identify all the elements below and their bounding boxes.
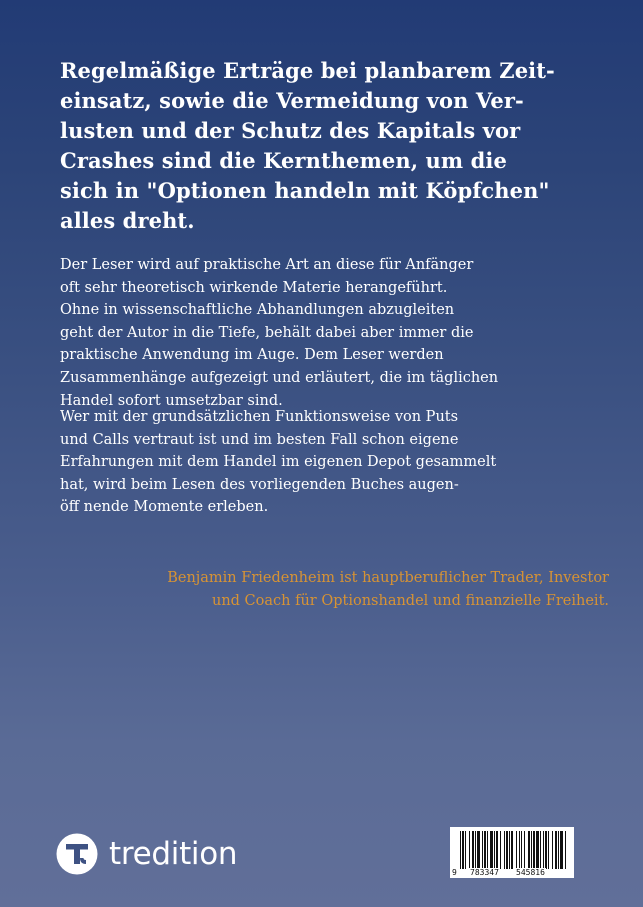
barcode-bar xyxy=(475,831,476,869)
barcode-bar xyxy=(519,831,520,869)
barcode-bar xyxy=(533,831,535,869)
barcode-bar xyxy=(528,831,530,869)
barcode-bar xyxy=(465,831,466,869)
barcode-bar xyxy=(472,831,474,869)
blurb-line: und Calls vertraut ist und im besten Fall schon eigene xyxy=(60,431,459,448)
barcode-bar xyxy=(460,831,461,869)
publisher-logo xyxy=(56,833,237,875)
blurb-line: öff nende Momente erleben. xyxy=(60,499,269,516)
barcode-bar xyxy=(552,831,553,869)
barcode-digit-group: 545816 xyxy=(516,868,545,877)
cover-headline xyxy=(60,56,580,236)
author-note xyxy=(0,567,609,612)
barcode-bar xyxy=(500,831,501,869)
barcode-bar xyxy=(531,831,532,869)
barcode-bar xyxy=(482,831,483,869)
blurb-line: praktische Anwendung im Auge. Dem Leser werden xyxy=(60,347,444,364)
barcode-bar xyxy=(560,831,563,869)
barcode-bar xyxy=(484,831,486,869)
headline-line: Crashes sind die Kernthemen, um die xyxy=(60,148,507,173)
blurb-line: hat, wird beim Lesen des vorliegenden Buches augen- xyxy=(60,476,459,493)
barcode-bar xyxy=(555,831,557,869)
blurb-line: Wer mit der grundsätzlichen Funktionsweise von Puts xyxy=(60,409,459,425)
blurb-line: oft sehr theoretisch wirkende Materie herangeführt. xyxy=(60,279,448,296)
barcode-bar xyxy=(565,831,566,869)
blurb-line: Zusammenhänge aufgezeigt und erläutert, die im täglichen xyxy=(60,369,499,386)
blurb-line: Ohne in wissenschaftliche Abhandlungen abzugleiten xyxy=(60,302,455,319)
publisher-name: tredition xyxy=(109,836,238,872)
barcode-bar xyxy=(524,831,525,869)
barcode-bar xyxy=(516,831,517,869)
barcode-bar xyxy=(536,831,539,869)
barcode-bar xyxy=(504,831,505,869)
barcode-bar xyxy=(477,831,480,869)
isbn-barcode xyxy=(450,827,574,878)
headline-line: einsatz, sowie die Vermeidung von Ver- xyxy=(60,88,524,113)
headline-line: lusten und der Schutz des Kapitals vor xyxy=(60,118,521,143)
blurb-paragraph-2 xyxy=(60,406,560,519)
barcode-bar xyxy=(494,831,495,869)
author-note-line: und Coach für Optionshandel und finanzielle Freiheit. xyxy=(211,592,609,609)
barcode-bar xyxy=(545,831,547,869)
blurb-line: Der Leser wird auf praktische Art an diese für Anfänger xyxy=(60,257,474,273)
barcode-bar xyxy=(548,831,549,869)
barcode-bar xyxy=(490,831,493,869)
barcode-bar xyxy=(509,831,510,869)
author-note-line: Benjamin Friedenheim ist hauptberuflicher Trader, Investor xyxy=(167,570,609,586)
blurb-paragraph-1 xyxy=(60,254,560,412)
blurb-line: geht der Autor in die Tiefe, behält dabei aber immer die xyxy=(60,324,474,341)
headline-line: Regelmäßige Erträge bei planbarem Zeit- xyxy=(60,58,555,83)
tredition-logo-icon xyxy=(56,833,98,875)
barcode-bar xyxy=(511,831,513,869)
barcode-bar xyxy=(506,831,508,869)
barcode-digit-group: 783347 xyxy=(470,868,499,877)
barcode-bar xyxy=(487,831,488,869)
headline-line: sich in "Optionen handeln mit Köpfchen" xyxy=(60,178,550,203)
barcode-bar xyxy=(521,831,522,869)
barcode-bar xyxy=(543,831,544,869)
headline-line: alles dreht. xyxy=(60,208,195,233)
blurb-line: Erfahrungen mit dem Handel im eigenen Depot gesammelt xyxy=(60,454,497,471)
barcode-bar xyxy=(558,831,559,869)
barcode-bar xyxy=(496,831,498,869)
barcode-bar xyxy=(462,831,464,869)
blurb-line: Handel sofort umsetzbar sind. xyxy=(60,392,283,409)
barcode-bar xyxy=(540,831,541,869)
barcode-digit-group: 9 xyxy=(452,868,457,877)
barcode-bar xyxy=(469,831,470,869)
